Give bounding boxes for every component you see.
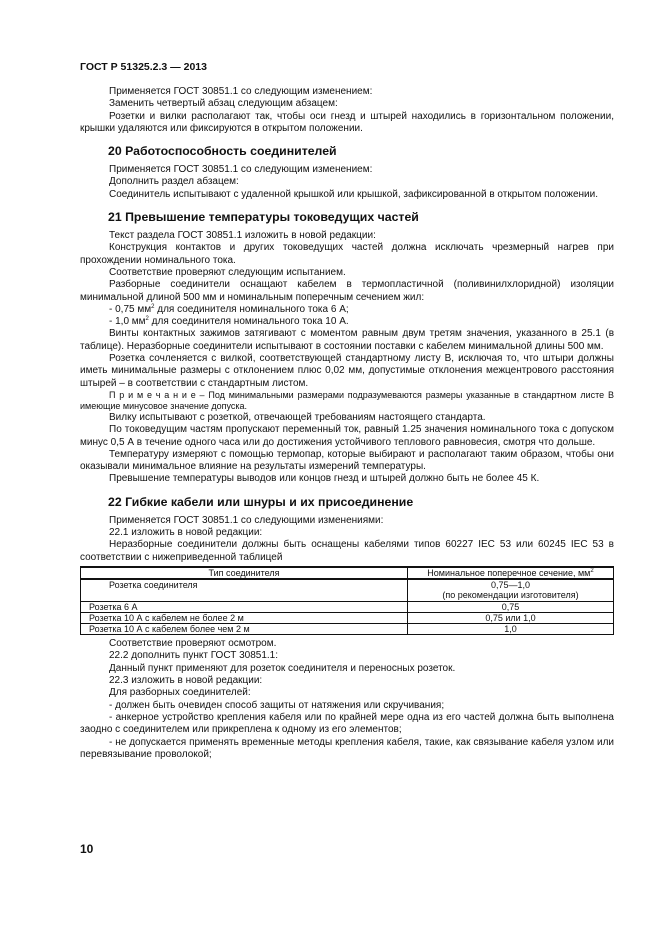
paragraph: Неразборные соединители должны быть оснащены кабелями типов 60227 IEC 53 или 60245 IEC 53 в соответствии с нижеприведенной таблицей <box>80 539 614 563</box>
superscript: 2 <box>590 567 594 574</box>
cable-table <box>80 566 614 635</box>
table-row <box>81 623 614 634</box>
paragraph: Данный пункт применяют для розеток соединителя и переносных розеток. <box>109 662 456 674</box>
paragraph: Розетки и вилки располагают так, чтобы оси гнезд и штырей находились в горизонтальном положении, крышки удаляются или фиксируются в открытом положении. <box>80 110 614 134</box>
paragraph: Вилку испытывают с розеткой, отвечающей требованиям настоящего стандарта. <box>109 411 486 423</box>
table-cell: 0,75 <box>408 601 614 612</box>
table-cell: Розетка 10 А с кабелем не более 2 м <box>81 612 408 623</box>
cell-line: 0,75—1,0 <box>490 580 531 591</box>
paragraph: Для разборных соединителей: <box>109 687 251 699</box>
superscript: 2 <box>145 316 149 323</box>
paragraph: Температуру измеряют с помощью термопар, которые выбирают и располагают таким образом, чтобы они оказывали минимальное влияние на результаты измерений температуры. <box>80 448 614 473</box>
list-item-text: для соединителя номинального тока 6 А; <box>154 303 349 315</box>
paragraph: 22.2 дополнить пункт ГОСТ 30851.1: <box>109 650 279 662</box>
section-22-heading: 22 Гибкие кабели или шнуры и их присоединение <box>108 494 414 509</box>
paragraph: Текст раздела ГОСТ 30851.1 изложить в новой редакции: <box>109 230 376 242</box>
section-20-heading: 20 Работоспособность соединителей <box>108 144 337 159</box>
paragraph: Соответствие проверяют осмотром. <box>109 638 277 650</box>
paragraph: Конструкция контактов и других токоведущих частей должна исключать чрезмерный нагрев при прохождении номинального тока. <box>80 242 614 266</box>
page-number: 10 <box>80 842 94 856</box>
list-item <box>80 304 614 316</box>
list-item: - должен быть очевиден способ защиты от натяжения или скручивания; <box>109 699 445 711</box>
paragraph: Соединитель испытывают с удаленной крышкой или крышкой, зафиксированной в открытом положении. <box>109 188 599 200</box>
superscript: 2 <box>151 303 155 310</box>
table-row <box>81 601 614 612</box>
paragraph: По токоведущим частям пропускают переменный ток, равный 1.25 значения номинального тока с допуском минус 0,5 А в течение одного часа или до достижения устойчивого теплового равновесия, смотря что дольше. <box>80 424 614 448</box>
table-cell <box>408 579 614 601</box>
table-cell: 1,0 <box>408 623 614 634</box>
paragraph: Розетка сочленяется с вилкой, соответствующей стандартному листу В, исключая то, что штыри должны иметь минимальные размеры с отклонением плюс 0,02 мм, допустимые отклонения межцентрового расстояния штырей – в соответствии с стандартным листом. <box>80 353 614 389</box>
list-item: - не допускается применять временные методы крепления кабеля, такие, как связывание кабеля узлом или перевязывание проволокой; <box>80 736 614 760</box>
section-21-heading: 21 Превышение температуры токоведущих частей <box>108 210 419 225</box>
document-body <box>80 86 614 761</box>
paragraph: Дополнить раздел абзацем: <box>109 176 239 188</box>
table-cell: Розетка соединителя <box>81 579 408 601</box>
note <box>80 390 614 412</box>
list-item-text: - 0,75 мм <box>109 303 152 315</box>
table-cell: Розетка 6 А <box>81 601 408 612</box>
cell-line: (по рекомендации изготовителя) <box>442 590 579 601</box>
table-row <box>81 579 614 601</box>
list-item-text: для соединителя номинального тока 10 А. <box>148 316 349 328</box>
table-header-row <box>81 567 614 579</box>
table-cell: 0,75 или 1,0 <box>408 612 614 623</box>
table-header-cell: Тип соединителя <box>81 567 408 579</box>
table-cell: Розетка 10 А с кабелем более чем 2 м <box>81 623 408 634</box>
list-item <box>80 316 614 328</box>
paragraph: Соответствие проверяют следующим испытанием. <box>109 266 346 278</box>
list-item: - анкерное устройство крепления кабеля или по крайней мере одна из его частей должна быть выполнена заодно с соединителем или прикреплена к одному из его элементов; <box>80 711 614 736</box>
paragraph: Применяется ГОСТ 30851.1 со следующим изменением: <box>109 164 373 176</box>
paragraph: Винты контактных зажимов затягивают с моментом равным двум третям значения, указанного в 25.1 (в таблице). Неразборные соединители испытывают в состоянии поставки с кабелем минимальной длины 500 мм. <box>80 328 614 352</box>
page-header: ГОСТ Р 51325.2.3 — 2013 <box>80 61 207 73</box>
paragraph: Применяется ГОСТ 30851.1 со следующим изменением: <box>109 86 373 97</box>
list-item-text: - 1,0 мм <box>109 316 146 328</box>
paragraph: Разборные соединители оснащают кабелем в термопластичной (поливинилхлоридной) изоляции минимальной длиной 500 мм и номинальным поперечным сечением жил: <box>80 279 614 303</box>
paragraph: Заменить четвертый абзац следующим абзацем: <box>109 98 338 110</box>
paragraph: 22.3 изложить в новой редакции: <box>109 675 263 687</box>
table-row <box>81 612 614 623</box>
paragraph: Применяется ГОСТ 30851.1 со следующими изменениями: <box>109 514 384 526</box>
paragraph: Превышение температуры выводов или концов гнезд и штырей должно быть не более 45 К. <box>109 473 540 485</box>
table-header-cell <box>408 567 614 579</box>
paragraph: 22.1 изложить в новой редакции: <box>109 527 263 539</box>
header-text: Номинальное поперечное сечение, мм <box>427 567 591 578</box>
note-text: – Под минимальными размерами подразумеваются размеры указанные в стандартном листе В имеющие минусовое значение допуска. <box>80 389 614 411</box>
note-label: П р и м е ч а н и е <box>109 389 196 400</box>
